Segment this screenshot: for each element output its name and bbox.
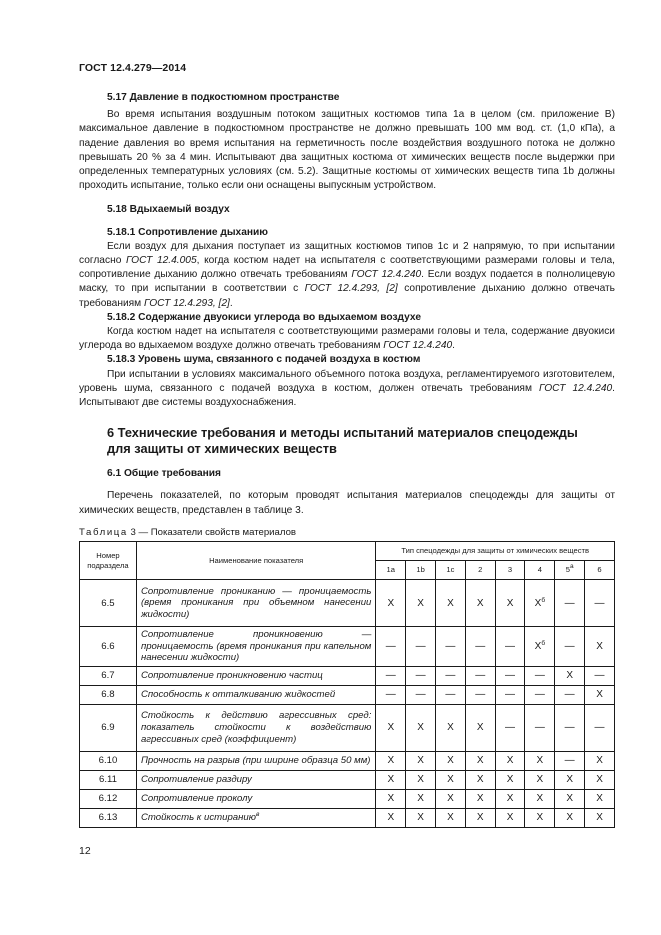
table-row [80, 580, 615, 627]
row-value-cell: X [376, 770, 406, 789]
table-row [80, 770, 615, 789]
row-value-cell: X [555, 808, 585, 827]
main-text [79, 91, 615, 540]
row-section-number: 6.10 [80, 751, 137, 770]
row-value-cell: X [376, 789, 406, 808]
section-5-18-1-text: Если воздух для дыхания поступает из защитных костюмов типов 1с и 2 напрямую, то при испытании согласно ГОСТ 12.4.005, когда костюм надет на испытателя с соответствующими размерами головы и тела, сопротивление дыханию должно отвечать требованиям ГОСТ 12.4.240. Если воздух подается в полнолицевую маску, то при испытании в соответствии с ГОСТ 12.4.293, [2] сопротивление дыханию должно отвечать требованиям ГОСТ 12.4.293, [2]. [79, 240, 616, 309]
type-3: 3 [495, 561, 525, 580]
ref-gost-12-4-240-c: ГОСТ 12.4.240 [539, 382, 613, 394]
row-value-cell: — [436, 685, 466, 704]
section-6-title: 6 Технические требования и методы испытаний материалов спецодежды для защиты от химических веществ [107, 425, 578, 457]
row-value-cell: $X^б$ [525, 580, 555, 627]
row-value-cell: — [436, 627, 466, 667]
row-value-cell: — [406, 627, 436, 667]
type-4: 4 [525, 561, 555, 580]
row-value-cell: — [585, 704, 615, 751]
row-value-cell: — [376, 627, 406, 667]
footnote-b: б [541, 596, 546, 604]
row-value-cell: — [525, 704, 555, 751]
ref-gost-12-4-240: ГОСТ 12.4.240 [351, 269, 422, 281]
type-2: 2 [465, 561, 495, 580]
row-indicator-name: Сопротивление проникновению частиц [136, 666, 375, 685]
row-value-cell: — [406, 666, 436, 685]
row-indicator-name: Стойкость к действию агрессивных сред: показатель стойкости к воздействию агрессивных сред (коэффициент) [136, 704, 375, 751]
section-6-1-title: 6.1 Общие требования [107, 468, 221, 480]
row-value-cell: X [465, 704, 495, 751]
row-section-number: 6.5 [80, 580, 137, 627]
row-value-cell: X [525, 808, 555, 827]
row-value-cell: X [465, 751, 495, 770]
row-value-cell: X [495, 808, 525, 827]
row-section-number: 6.13 [80, 808, 137, 827]
row-value-cell: X [406, 789, 436, 808]
row-value-cell: X [376, 751, 406, 770]
row-value-cell: X [585, 627, 615, 667]
section-5-18-3-title: 5.18.3 Уровень шума, связанного с подачей воздуха в костюм [107, 354, 421, 366]
row-value-cell: — [376, 666, 406, 685]
type-1a: 1a [376, 561, 406, 580]
row-value-cell: — [585, 666, 615, 685]
row-value-cell: X [495, 770, 525, 789]
row-value-cell: X [406, 704, 436, 751]
page-number: 12 [79, 845, 91, 857]
row-value-cell: X [525, 770, 555, 789]
row-value-cell: X [376, 580, 406, 627]
row-value-cell: X [525, 751, 555, 770]
row-value-cell: X [465, 789, 495, 808]
table-row [80, 685, 615, 704]
row-indicator-name: Стойкость к истиранию$^в$ [136, 808, 375, 827]
row-value-cell: X [585, 789, 615, 808]
row-value-cell: X [555, 789, 585, 808]
table-row [80, 751, 615, 770]
row-value-cell: — [495, 685, 525, 704]
type-1b: 1b [406, 561, 436, 580]
type-6: 6 [585, 561, 615, 580]
footnote-b: б [541, 639, 546, 647]
row-value-cell: X [585, 770, 615, 789]
table-row [80, 666, 615, 685]
row-value-cell: X [436, 770, 466, 789]
row-value-cell: X [376, 808, 406, 827]
section-5-18-2-text: Когда костюм надет на испытателя с соответствующими размерами головы и тела, содержание двуокиси углерода во вдыхаемом воздухе должно отвечать требованиям ГОСТ 12.4.240. [79, 326, 615, 352]
ref-gost-12-4-240-b: ГОСТ 12.4.240 [383, 340, 453, 352]
ref-gost-12-4-005: ГОСТ 12.4.005 [125, 255, 197, 267]
row-value-cell: X [406, 580, 436, 627]
row-value-cell: — [585, 580, 615, 627]
row-value-cell: — [555, 751, 585, 770]
type-1c: 1c [436, 561, 466, 580]
row-value-cell: X [495, 751, 525, 770]
row-value-cell: — [495, 627, 525, 667]
row-value-cell: X [436, 704, 466, 751]
properties-table [79, 541, 615, 828]
header-indicator-name: Наименование показателя [136, 542, 375, 580]
row-value-cell: X [555, 666, 585, 685]
table-caption: Таблица 3 — Показатели свойств материалов [79, 526, 297, 538]
row-value-cell: — [525, 685, 555, 704]
row-value-cell: — [555, 704, 585, 751]
section-5-17-text: Во время испытания воздушным потоком защитных костюмов типа 1а в целом (см. приложение В) максимальное давление в подкостюмном пространстве не должно превышать 100 мм вод. ст. (1,0 кПа), а падение давления во время испытания на герметичность после воздействия воздушного потока не должно превышать 20 % за 4 мин. Испытывают два защитных костюма от химических веществ после выдержки при определенных температурных условиях (см. 5.2). Защитные костюмы от химических веществ типа 1b должны проходить испытание, только если они оснащены выпускным устройством. [79, 109, 615, 192]
row-value-cell: X [406, 751, 436, 770]
section-5-17-title: 5.17 Давление в подкостюмном пространстве [107, 92, 340, 103]
row-value-cell: — [406, 685, 436, 704]
row-section-number: 6.12 [80, 789, 137, 808]
row-value-cell: $X^б$ [525, 627, 555, 667]
section-6-1-text: Перечень показателей, по которым проводят испытания материалов спецодежды для защиты от химических веществ, представлен в таблице 3. [79, 490, 615, 516]
row-section-number: 6.8 [80, 685, 137, 704]
row-value-cell: X [465, 808, 495, 827]
header-clothing-types: Тип спецодежды для защиты от химических веществ [376, 542, 615, 561]
header-section-number: Номер подраздела [80, 542, 137, 580]
document-code: ГОСТ 12.4.279—2014 [79, 62, 187, 74]
row-value-cell: X [376, 704, 406, 751]
row-value-cell: — [495, 704, 525, 751]
row-value-cell: — [555, 627, 585, 667]
ref-gost-12-4-293-b: ГОСТ 12.4.293, [2] [144, 297, 230, 309]
footnote-mark: в [255, 810, 260, 818]
row-value-cell: — [465, 666, 495, 685]
section-5-18-1-title: 5.18.1 Сопротивление дыханию [107, 226, 268, 238]
row-indicator-name: Сопротивление раздиру [136, 770, 375, 789]
row-section-number: 6.9 [80, 704, 137, 751]
row-value-cell: X [495, 789, 525, 808]
row-value-cell: — [525, 666, 555, 685]
table-row [80, 789, 615, 808]
row-value-cell: — [555, 580, 585, 627]
row-value-cell: — [436, 666, 466, 685]
row-value-cell: X [585, 808, 615, 827]
row-indicator-name: Способность к отталкиванию жидкостей [136, 685, 375, 704]
table-row [80, 704, 615, 751]
row-value-cell: — [465, 685, 495, 704]
row-value-cell: X [465, 770, 495, 789]
row-section-number: 6.11 [80, 770, 137, 789]
row-indicator-name: Сопротивление проникновению — проницаемость (время проникания при капельном нанесении жидкости) [136, 627, 375, 667]
row-indicator-name: Сопротивление проколу [136, 789, 375, 808]
table-row [80, 808, 615, 827]
row-value-cell: X [525, 789, 555, 808]
row-value-cell: — [465, 627, 495, 667]
row-value-cell: X [585, 751, 615, 770]
row-value-cell: — [555, 685, 585, 704]
row-value-cell: X [585, 685, 615, 704]
row-value-cell: — [376, 685, 406, 704]
row-value-cell: X [436, 751, 466, 770]
section-5-18-3-text: При испытании в условиях максимального объемного потока воздуха, регламентируемого изготовителем, уровень шума, связанного с подачей воздуха в костюм, должен отвечать требованиям ГОСТ 12.4.240. Испытывают две системы воздухоснабжения. [79, 368, 615, 409]
footnote-a: а [569, 563, 574, 571]
row-value-cell: X [406, 770, 436, 789]
row-value-cell: X [436, 580, 466, 627]
row-value-cell: — [495, 666, 525, 685]
row-section-number: 6.7 [80, 666, 137, 685]
row-section-number: 6.6 [80, 627, 137, 667]
row-value-cell: X [465, 580, 495, 627]
row-value-cell: X [555, 770, 585, 789]
section-5-18-2-title: 5.18.2 Содержание двуокиси углерода во вдыхаемом воздухе [107, 311, 421, 323]
table-row [80, 627, 615, 667]
row-indicator-name: Прочность на разрыв (при ширине образца 50 мм) [136, 751, 375, 770]
section-5-18-title: 5.18 Вдыхаемый воздух [107, 204, 230, 216]
row-value-cell: X [436, 808, 466, 827]
row-indicator-name: Сопротивление прониканию — проницаемость (время проникания при объемном нанесении жидкости) [136, 580, 375, 627]
row-value-cell: X [436, 789, 466, 808]
ref-gost-12-4-293: ГОСТ 12.4.293, [2] [304, 283, 398, 295]
type-5: $5^а$ [555, 561, 585, 580]
row-value-cell: X [495, 580, 525, 627]
row-value-cell: X [406, 808, 436, 827]
